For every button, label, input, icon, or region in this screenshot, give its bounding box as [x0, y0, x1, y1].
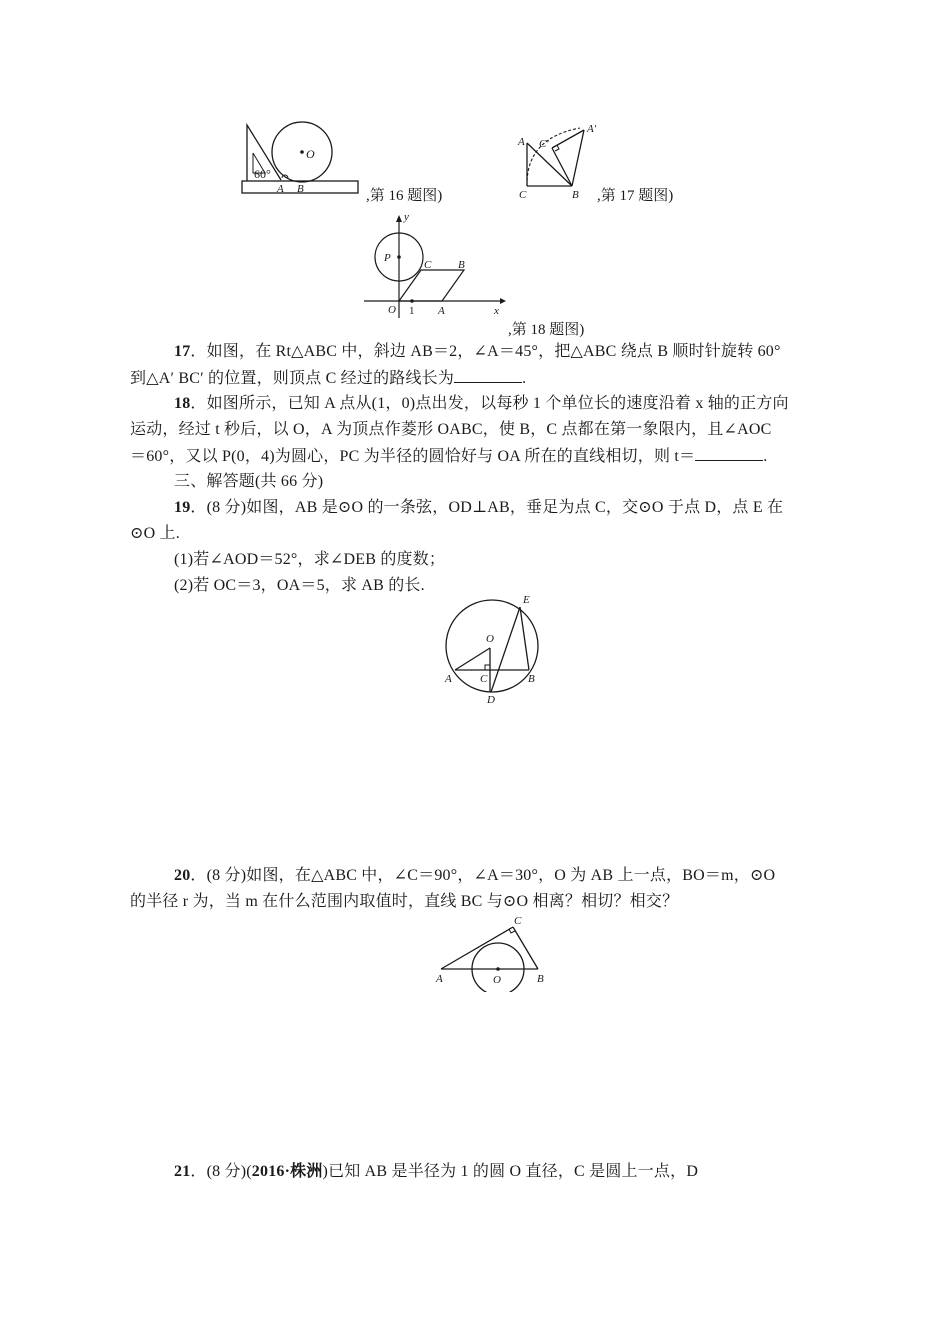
- svg-text:A: A: [277, 183, 284, 195]
- svg-text:A: A: [436, 973, 443, 985]
- svg-text:P: P: [384, 252, 391, 264]
- svg-text:A: A: [518, 136, 525, 148]
- svg-text:B: B: [528, 673, 535, 685]
- svg-text:B: B: [572, 189, 579, 201]
- figure-20: [432, 912, 557, 992]
- question-19-line-1: 19．(8 分)如图，AB 是⊙O 的一条弦，OD⊥AB，垂足为点 C，交⊙O 于点 D，点 E 在: [174, 499, 784, 516]
- question-18-line-1: 18．如图所示，已知 A 点从(1，0)点出发，以每秒 1 个单位长的速度沿着 x 轴的正方向: [174, 395, 789, 412]
- svg-text:C′: C′: [539, 138, 549, 150]
- question-number: 17: [174, 343, 191, 360]
- svg-text:C: C: [514, 915, 522, 927]
- svg-text:B: B: [458, 259, 465, 271]
- figure-16-caption: ,第 16 题图): [366, 188, 443, 204]
- svg-text:O: O: [388, 304, 396, 316]
- svg-text:C: C: [519, 189, 527, 201]
- svg-text:y: y: [404, 214, 409, 223]
- figure-19: [440, 590, 550, 705]
- question-19-part-1: (1)若∠AOD＝52°，求∠DEB 的度数；: [174, 551, 446, 568]
- svg-text:B: B: [537, 973, 544, 985]
- figure-18: [362, 214, 507, 319]
- question-21-line-1: 21．(8 分)(2016·株洲)已知 AB 是半径为 1 的圆 O 直径，C 是圆上一点，D: [174, 1163, 699, 1180]
- svg-text:B: B: [297, 183, 304, 195]
- question-20-line-2: 的半径 r 为，当 m 在什么范围内取值时，直线 BC 与⊙O 相离？相切？相交？: [130, 893, 679, 910]
- question-number: 19: [174, 499, 191, 516]
- svg-text:x: x: [494, 305, 499, 317]
- svg-text:O: O: [306, 147, 315, 161]
- section-title: 三、解答题(共 66 分): [174, 473, 324, 490]
- svg-text:E: E: [523, 594, 530, 606]
- answer-blank: [454, 368, 522, 383]
- svg-text:A: A: [438, 305, 445, 317]
- svg-text:O: O: [486, 633, 494, 645]
- svg-text:C: C: [480, 673, 488, 685]
- question-19-part-2: (2)若 OC＝3，OA＝5，求 AB 的长.: [174, 577, 425, 594]
- svg-text:O: O: [493, 974, 501, 986]
- svg-text:A: A: [445, 673, 452, 685]
- question-17-line-2: 到△A′ BC′ 的位置，则顶点 C 经过的路线长为 .: [130, 370, 527, 387]
- question-number: 21: [174, 1163, 191, 1180]
- svg-text:1: 1: [409, 305, 415, 317]
- svg-text:C: C: [424, 259, 432, 271]
- question-source: 2016·株洲: [251, 1163, 323, 1180]
- svg-text:A′: A′: [587, 123, 597, 135]
- answer-blank: [695, 446, 763, 461]
- angle-label: 60°: [254, 167, 271, 181]
- figure-18-caption: ,第 18 题图): [508, 322, 585, 338]
- figure-17-caption: ,第 17 题图): [597, 188, 674, 204]
- question-18-line-3: ＝60°，又以 P(0，4)为圆心，PC 为半径的圆恰好与 OA 所在的直线相切，则 t＝ .: [130, 448, 768, 465]
- question-number: 18: [174, 395, 191, 412]
- question-19-line-2: ⊙O 上.: [130, 525, 180, 542]
- question-17-line-1: 17．如图，在 Rt△ABC 中，斜边 AB＝2，∠A＝45°，把△ABC 绕点 B 顺时针旋转 60°: [174, 343, 781, 360]
- question-18-line-2: 运动，经过 t 秒后，以 O，A 为顶点作菱形 OABC，使 B，C 点都在第一象限内，且∠AOC: [130, 421, 772, 438]
- figure-16: [238, 118, 368, 198]
- svg-text:D: D: [487, 694, 495, 705]
- question-number: 20: [174, 867, 191, 884]
- figure-17: [512, 118, 602, 204]
- question-20-line-1: 20．(8 分)如图，在△ABC 中，∠C＝90°，∠A＝30°，O 为 AB 上一点，BO＝m，⊙O: [174, 867, 776, 884]
